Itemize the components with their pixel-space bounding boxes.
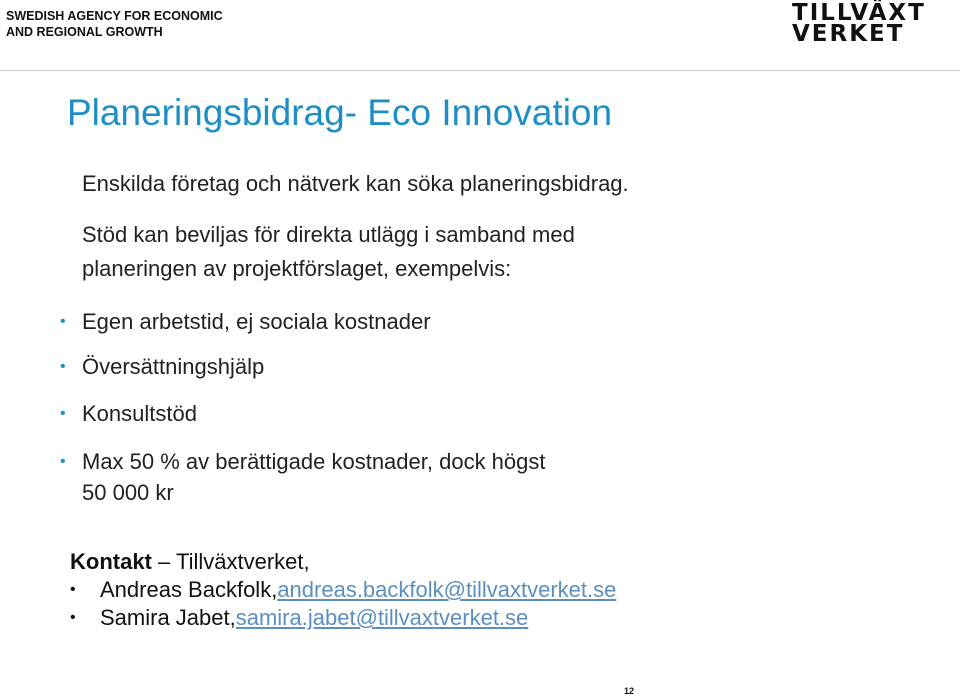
bullet-item [60,307,431,337]
bullet-text: Egen arbetstid, ej sociala kostnader [82,309,431,334]
contact-heading [70,548,616,576]
bullet-marker: • [60,405,66,422]
support-text-line-2: planeringen av projektförslaget, exempelvis: [82,256,512,281]
agency-name [6,8,223,40]
contact-person [70,604,616,632]
logo-line-2: VERKET [792,21,905,47]
contact-person [70,576,616,604]
bullet-marker: • [60,358,66,375]
bullet-item [60,352,264,382]
bullet-item [60,447,546,477]
bullet-text: Max 50 % av berättigade kostnader, dock högst [82,449,546,474]
page-number: 12 [624,686,635,696]
bullet-item [60,399,197,429]
contact-organization: – Tillväxtverket, [151,549,310,574]
agency-line-1: SWEDISH AGENCY FOR ECONOMIC [6,9,223,23]
support-text-line-1: Stöd kan beviljas för direkta utlägg i samband med [82,222,575,247]
agency-line-2: AND REGIONAL GROWTH [6,25,163,39]
bullet-text: Översättningshjälp [82,354,265,379]
header-divider [0,70,960,71]
contact-marker: • [70,609,76,626]
contact-name: Samira Jabet, [100,605,236,630]
bullet-continuation [82,478,174,508]
contact-section [70,548,616,632]
intro-text: Enskilda företag och nätverk kan söka planeringsbidrag. [82,171,629,196]
contact-name: Andreas Backfolk, [100,577,278,602]
bullet-text-continuation: 50 000 kr [82,480,174,505]
logo-line-1: TILLVÄXT [792,0,926,26]
bullet-text: Konsultstöd [82,401,197,426]
contact-marker: • [70,581,76,598]
bullet-marker: • [60,313,66,330]
contact-email-link[interactable]: andreas.backfolk@tillvaxtverket.se [277,577,617,602]
tillvaxtverket-logo [792,0,926,47]
contact-label: Kontakt [70,549,152,574]
slide-title: Planeringsbidrag- Eco Innovation [67,92,613,133]
contact-email-link[interactable]: samira.jabet@tillvaxtverket.se [235,605,529,630]
bullet-marker: • [60,453,66,470]
